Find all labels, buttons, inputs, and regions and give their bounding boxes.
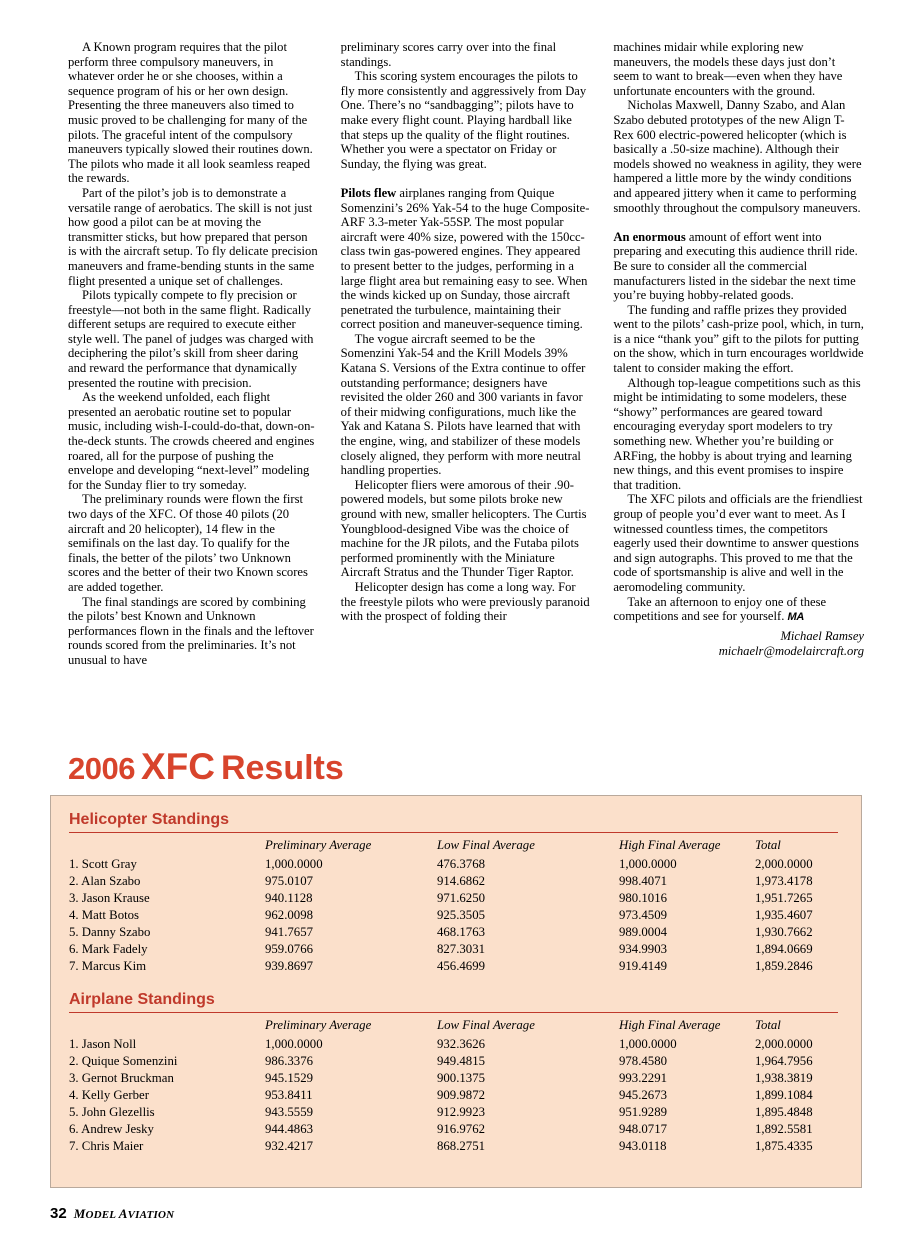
paragraph: As the weekend unfolded, each flight presented an aerobatic routine set to popular music, including wish-I-could-do-that, down-on-the-deck stunts. The crowds cheered and engines roared, all for the purpose of pushing the envelope and developing “next-level” modeling for the Sunday flier to try someday. xyxy=(68,390,315,492)
column-header-total: Total xyxy=(755,1018,781,1032)
magazine-word-aviation: VIATION xyxy=(127,1209,175,1221)
cell-name: 4. Kelly Gerber xyxy=(69,1088,149,1102)
cell-preliminary: 941.7657 xyxy=(265,925,313,939)
table-row xyxy=(69,924,838,941)
airplane-standings-table xyxy=(69,1017,838,1155)
table-header-row xyxy=(69,837,838,856)
cell-high-final: 945.2673 xyxy=(619,1088,667,1102)
section-divider xyxy=(69,1012,838,1013)
cell-low-final: 949.4815 xyxy=(437,1054,485,1068)
results-word: Results xyxy=(220,749,344,787)
column-header-total: Total xyxy=(755,838,781,852)
column-header-name xyxy=(69,1017,265,1036)
cell-preliminary: 962.0098 xyxy=(265,908,313,922)
cell-total: 1,899.1084 xyxy=(755,1088,813,1102)
paragraph-closing xyxy=(613,595,864,625)
cell-low-final: 912.9923 xyxy=(437,1105,485,1119)
cell-high-final: 919.4149 xyxy=(619,959,667,973)
lead-in-text: amount of effort went into preparing and executing this audience thrill ride. Be sure to consider all the commercial manufacturers listed in the sidebar the next time you’re buying hobby-related goods. xyxy=(613,229,858,303)
cell-low-final: 868.2751 xyxy=(437,1139,485,1153)
lead-in-bold: Pilots flew xyxy=(340,185,397,200)
paragraph: Part of the pilot’s job is to demonstrate a versatile range of aerobatics. The skill is not just how good a pilot can be at moving the transmitter sticks, but how prepared that person is with the aircraft setup. To fly delicate precision maneuvers and frame-bending stunts in the same flight presented a unique set of challenges. xyxy=(68,185,318,288)
cell-low-final: 925.3505 xyxy=(437,908,485,922)
cell-total: 1,895.4848 xyxy=(755,1105,813,1119)
closing-text: Take an afternoon to enjoy one of these competitions and see for yourself. xyxy=(613,594,827,624)
cell-name: 3. Gernot Bruckman xyxy=(69,1071,174,1085)
cell-high-final: 943.0118 xyxy=(619,1139,667,1153)
cell-low-final: 914.6862 xyxy=(437,874,485,888)
paragraph: The final standings are scored by combining the pilots’ best Known and Unknown performances flown in the finals and the leftover rounds scored from the preliminaries. It’s not unusual to have xyxy=(68,594,314,667)
magazine-initial-m: M xyxy=(73,1206,86,1221)
paragraph: Helicopter design has come a long way. For the freestyle pilots who were previously paranoid with the prospect of folding their xyxy=(340,579,590,624)
paragraph: Although top-league competitions such as this might be intimidating to some modelers, these “showy” performances are geared toward encouraging everyday sport modelers to try something new. Whether you’re building or ARFing, the hobby is about trying and learning new things, and this event promises to inspire that tradition. xyxy=(613,375,861,492)
cell-name: 5. Danny Szabo xyxy=(69,925,151,939)
table-row xyxy=(69,1070,838,1087)
text-column-3 xyxy=(613,40,864,668)
paragraph: A Known program requires that the pilot perform three compulsory maneuvers, in whatever order he or she chooses, within a sequence program of his or her own design. Presenting the three maneuvers also timed to music proved to be challenging for many of the pilots. The graceful intent of the compulsory maneuvers typically slowed their routines down. The pilots who made it all look seamless reaped the rewards. xyxy=(68,40,313,186)
text-column-1 xyxy=(68,40,319,668)
cell-low-final: 476.3768 xyxy=(437,857,485,871)
cell-name: 2. Alan Szabo xyxy=(69,874,141,888)
cell-high-final: 951.9289 xyxy=(619,1105,667,1119)
cell-name: 6. Mark Fadely xyxy=(69,942,148,956)
cell-preliminary: 975.0107 xyxy=(265,874,313,888)
cell-name: 2. Quique Somenzini xyxy=(69,1054,178,1068)
byline-name: Michael Ramsey xyxy=(780,628,865,643)
cell-total: 1,859.2846 xyxy=(755,959,813,973)
cell-preliminary: 986.3376 xyxy=(265,1054,313,1068)
cell-total: 2,000.0000 xyxy=(755,1037,813,1051)
section-heading: Airplane Standings xyxy=(69,991,215,1008)
section-heading: Helicopter Standings xyxy=(69,811,230,828)
cell-preliminary: 945.1529 xyxy=(265,1071,313,1085)
table-row xyxy=(69,856,838,873)
lead-in-bold: An enormous xyxy=(613,229,686,244)
column-header-high-final: High Final Average xyxy=(619,838,721,852)
table-row xyxy=(69,941,838,958)
airplane-standings-section xyxy=(69,991,845,1155)
cell-total: 1,894.0669 xyxy=(755,942,813,956)
cell-preliminary: 1,000.0000 xyxy=(265,857,323,871)
cell-low-final: 456.4699 xyxy=(437,959,485,973)
cell-total: 1,964.7956 xyxy=(755,1054,813,1068)
lead-in-text: airplanes ranging from Quique Somenzini’s 26% Yak-54 to the huge Composite-ARF 3.3-meter Yak-55SP. The most popular aircraft were 40% size, powered with the 150cc-class twin gas-powered engines. They appeared to present better to the judges, performing in a large flight area but remaining easy to see. When the winds kicked up on Sunday, those aircraft penetrated the turbulence, maintaining their correct position and maneuver-sequence timing. xyxy=(340,185,590,332)
cell-low-final: 909.9872 xyxy=(437,1088,485,1102)
table-row xyxy=(69,1087,838,1104)
helicopter-standings-table xyxy=(69,837,838,975)
cell-low-final: 971.6250 xyxy=(437,891,485,905)
cell-low-final: 916.9762 xyxy=(437,1122,485,1136)
paragraph: machines midair while exploring new maneuvers, the models these days just don’t seem to want to break—even when they have unfortunate encounters with the ground. xyxy=(613,40,843,98)
cell-preliminary: 939.8697 xyxy=(265,959,313,973)
cell-low-final: 900.1375 xyxy=(437,1071,485,1085)
cell-low-final: 827.3031 xyxy=(437,942,485,956)
paragraph: preliminary scores carry over into the final standings. xyxy=(340,40,557,69)
paragraph: Pilots typically compete to fly precision or freestyle—not both in the same flight. Radically different setups are required to execute either style well. The panel of judges was charged with deciphering the pilot’s skill from sheer daring and reward the performance that dynamically presented the routine with precision. xyxy=(68,288,314,390)
cell-name: 7. Chris Maier xyxy=(69,1139,144,1153)
cell-high-final: 1,000.0000 xyxy=(619,857,677,871)
cell-total: 1,951.7265 xyxy=(755,891,813,905)
column-header-low-final: Low Final Average xyxy=(437,1018,535,1032)
paragraph-lead xyxy=(341,186,592,332)
cell-total: 1,973.4178 xyxy=(755,874,813,888)
byline-email[interactable]: michaelr@modelaircraft.org xyxy=(718,643,865,658)
table-row xyxy=(69,873,838,890)
cell-total: 1,935.4607 xyxy=(755,908,813,922)
table-row xyxy=(69,1053,838,1070)
cell-preliminary: 932.4217 xyxy=(265,1139,313,1153)
cell-name: 1. Scott Gray xyxy=(69,857,137,871)
table-row xyxy=(69,1036,838,1053)
cell-preliminary: 940.1128 xyxy=(265,891,313,905)
cell-total: 1,892.5581 xyxy=(755,1122,813,1136)
magazine-word-model: ODEL xyxy=(85,1209,119,1221)
paragraph: The funding and raffle prizes they provided went to the pilots’ cash-prize pool, which, in turn, is a nice “thank you” gift to the pilots for putting on the show, which in turn encourages worldwide talent to consider making the effort. xyxy=(613,302,864,376)
magazine-initial-a: A xyxy=(118,1206,128,1221)
cell-low-final: 932.3626 xyxy=(437,1037,485,1051)
cell-name: 4. Matt Botos xyxy=(69,908,140,922)
cell-high-final: 998.4071 xyxy=(619,874,667,888)
table-row xyxy=(69,890,838,907)
cell-high-final: 934.9903 xyxy=(619,942,667,956)
cell-high-final: 978.4580 xyxy=(619,1054,667,1068)
cell-high-final: 989.0004 xyxy=(619,925,667,939)
paragraph: The preliminary rounds were flown the first two days of the XFC. Of those 40 pilots (20 aircraft and 20 helicopter), 14 flew in the semifinals on the last day. To qualify for the finals, the better of the pilots’ two Unknown scores and the better of their two Known scores are added together. xyxy=(68,492,308,594)
cell-high-final: 993.2291 xyxy=(619,1071,667,1085)
cell-preliminary: 1,000.0000 xyxy=(265,1037,323,1051)
table-row xyxy=(69,1121,838,1138)
cell-name: 3. Jason Krause xyxy=(69,891,150,905)
magazine-name xyxy=(74,1206,175,1222)
article-body xyxy=(68,40,864,668)
paragraph: Helicopter fliers were amorous of their .90-powered models, but some pilots broke new ground with new, smaller helicopters. The Curtis Youngblood-designed Vibe was the choice of machine for the JR pilots, and the Futaba pilots performed prominently with the Miniature Aircraft Stratus and the Thunder Tiger Raptor. xyxy=(340,477,587,580)
helicopter-standings-section xyxy=(69,811,845,975)
cell-high-final: 973.4509 xyxy=(619,908,667,922)
paragraph: The XFC pilots and officials are the friendliest group of people you’d ever want to meet. As I witnessed countless times, the competitors eagerly used their downtime to answer questions and sign autographs. This proved to me that the code of sportsmanship is alive and well in the aeromodeling community. xyxy=(613,492,863,594)
paragraph-lead xyxy=(613,230,864,303)
ma-logo-mark: MA xyxy=(787,611,805,624)
section-divider xyxy=(69,832,838,833)
cell-high-final: 980.1016 xyxy=(619,891,667,905)
table-row xyxy=(69,907,838,924)
paragraph: Nicholas Maxwell, Danny Szabo, and Alan Szabo debuted prototypes of the new Align T-Rex 600 electric-powered helicopter (which is basically a .50-size machine). Although their models showed no weakness in agility, they were hampered a little more by the windy conditions and appeared jittery when it came to performing smoothly throughout the compulsory maneuvers. xyxy=(613,98,862,215)
cell-low-final: 468.1763 xyxy=(437,925,485,939)
cell-total: 1,875.4335 xyxy=(755,1139,813,1153)
cell-preliminary: 943.5559 xyxy=(265,1105,313,1119)
cell-name: 6. Andrew Jesky xyxy=(69,1122,154,1136)
column-header-low-final: Low Final Average xyxy=(437,838,535,852)
cell-total: 2,000.0000 xyxy=(755,857,813,871)
table-row xyxy=(69,958,838,975)
table-header-row xyxy=(69,1017,838,1036)
cell-total: 1,938.3819 xyxy=(755,1071,813,1085)
byline xyxy=(613,629,864,659)
cell-preliminary: 944.4863 xyxy=(265,1122,313,1136)
results-abbr: XFC xyxy=(140,746,215,787)
page-footer xyxy=(50,1205,174,1222)
paragraph: This scoring system encourages the pilots to fly more consistently and aggressively from Day One. There’s no “sandbagging”; pilots have to make every flight count. Playing hardball like that steps up the quality of the flight routines. Whether you were a spectator on Friday or Sunday, the flying was great. xyxy=(340,69,587,171)
column-header-name xyxy=(69,837,265,856)
results-headline xyxy=(68,746,344,788)
table-row xyxy=(69,1138,838,1155)
cell-high-final: 1,000.0000 xyxy=(619,1037,677,1051)
cell-name: 7. Marcus Kim xyxy=(69,959,147,973)
cell-total: 1,930.7662 xyxy=(755,925,813,939)
paragraph: The vogue aircraft seemed to be the Somenzini Yak-54 and the Krill Models 39% Katana S. Versions of the Extra continue to offer outstanding performance; designers have revisited the older 260 and 300 variants in favor of their midwing configurations, much like the Yak and Katana S. Pilots have learned that with the engine, wing, and stabilizer of these models closely aligned, they perform with more neutral handling properties. xyxy=(340,331,586,478)
cell-name: 5. John Glezellis xyxy=(69,1105,155,1119)
page-number: 32 xyxy=(50,1205,67,1222)
cell-preliminary: 953.8411 xyxy=(265,1088,313,1102)
cell-preliminary: 959.0766 xyxy=(265,942,313,956)
column-header-preliminary: Preliminary Average xyxy=(265,1018,372,1032)
column-header-preliminary: Preliminary Average xyxy=(265,838,372,852)
results-year: 2006 xyxy=(68,751,135,786)
table-row xyxy=(69,1104,838,1121)
cell-name: 1. Jason Noll xyxy=(69,1037,137,1051)
cell-high-final: 948.0717 xyxy=(619,1122,667,1136)
column-header-high-final: High Final Average xyxy=(619,1018,721,1032)
text-column-2 xyxy=(341,40,592,668)
results-panel xyxy=(50,795,862,1188)
